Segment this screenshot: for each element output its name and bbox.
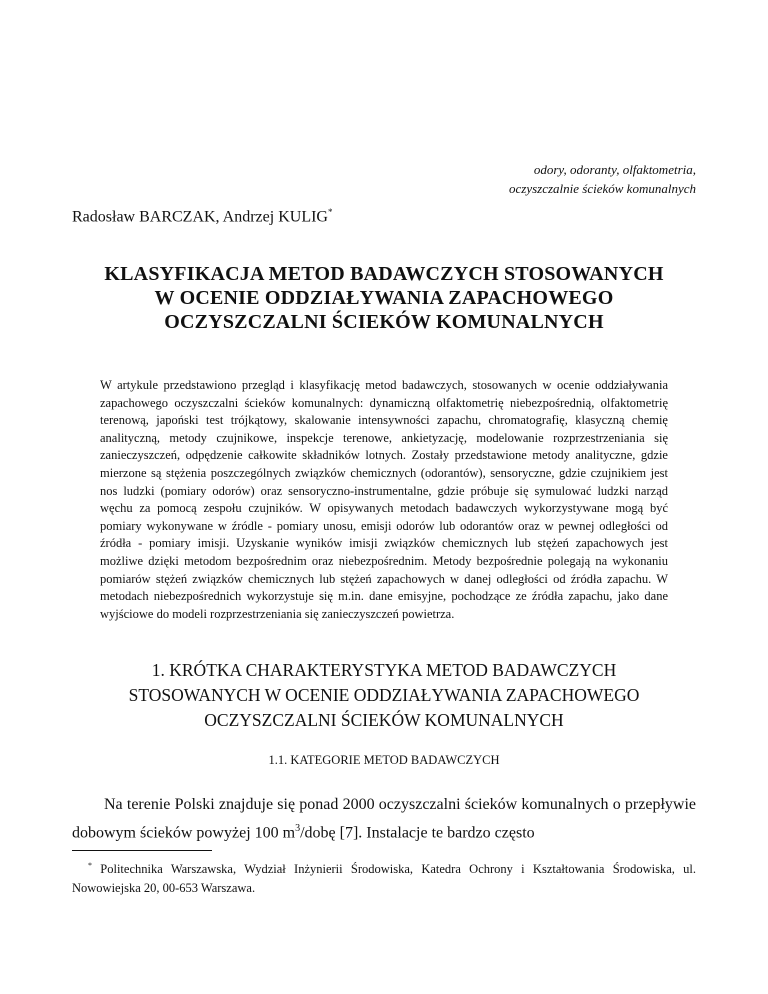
title-line-2: W OCENIE ODDZIAŁYWANIA ZAPACHOWEGO [154, 287, 614, 309]
footnote-paragraph [72, 856, 696, 898]
paragraph-text-2: /dobę [7]. Instalacje te bardzo często [300, 824, 535, 842]
unit-superscript: 3 [295, 823, 301, 834]
subsection-heading: 1.1. KATEGORIE METOD BADAWCZYCH [268, 753, 500, 767]
title-line-3: OCZYSZCZALNI ŚCIEKÓW KOMUNALNYCH [164, 311, 604, 333]
section-heading-line-1: 1. KRÓTKA CHARAKTERYSTYKA METOD BADAWCZYCH [151, 660, 617, 680]
paragraph-text-1: Na terenie Polski znajduje się ponad 2000 oczyszczalni ścieków komunalnych o przepływie dobowym ścieków powyżej 100 m [72, 796, 696, 842]
title-line-1: KLASYFIKACJA METOD BADAWCZYCH STOSOWANYCH [104, 263, 664, 285]
paper-title [72, 262, 696, 334]
keywords [509, 160, 696, 198]
section-heading-line-3: OCZYSZCZALNI ŚCIEKÓW KOMUNALNYCH [204, 710, 564, 730]
footnote [72, 856, 696, 898]
section-heading [72, 658, 696, 733]
body-paragraph [72, 793, 696, 845]
footnote-divider [72, 850, 212, 851]
keywords-line-2: oczyszczalnie ścieków komunalnych [508, 181, 696, 196]
author-footnote-mark: * [327, 207, 333, 217]
authors [72, 207, 332, 226]
abstract: W artykule przedstawiono przegląd i klasyfikację metod badawczych, stosowanych w ocenie oddziaływania zapachowego oczyszczalni ścieków komunalnych: dynamiczną olfaktometrię niebezpośrednią, olfaktometrię terenową, japoński test trójkątowy, skalowanie intensywności zapachu, chromatografię, klasyczną chemię analityczną, metody czujnikowe, inspekcje terenowe, ankietyzację, modelowanie rozprzestrzeniania się zanieczyszczeń, odpędzenie całkowite składników lotnych. Zostały przedstawione metody analityczne, gdzie mierzone są stężenia poszczególnych związków chemicznych (odorantów), sensoryczne, gdzie czujnikiem jest nos ludzki (pomiary odorów) oraz sensoryczno-instrumentalne, gdzie próbuje się symulować ludzki narząd węchu za pomocą zespołu czujników. W opisywanych metodach badawczych wykorzystywane mogą być pomiary wykonywane w źródle - pomiary unosu, emisji odorów lub odorantów oraz w pewnej odległości od źródła - pomiary imisji. Uzyskanie wyników imisji związków chemicznych lub stężeń zapachowych jest możliwe dzięki metodom bezpośrednim oraz niebezpośrednim. Metody bezpośrednie polegają na wykonaniu pomiarów stężeń związków chemicznych lub stężeń zapachowych w danej odległości od źródła zapachu. W metodach niebezpośrednich wykorzystuje się m.in. dane emisyjne, pochodzące ze źródła zapachu, jako dane wyjściowe do modeli rozprzestrzeniania się zanieczyszczeń powietrza. [100, 378, 668, 621]
keywords-line-1: odory, odoranty, olfaktometria, [533, 162, 696, 177]
section-heading-line-2: STOSOWANYCH W OCENIE ODDZIAŁYWANIA ZAPACHOWEGO [128, 685, 640, 705]
paragraph [72, 793, 696, 845]
author-names: Radosław BARCZAK, Andrzej KULIG [72, 208, 328, 226]
footnote-text: Politechnika Warszawska, Wydział Inżynierii Środowiska, Katedra Ochrony i Kształtowania Środowiska, ul. Nowowiejska 20, 00-653 Warszawa. [72, 862, 696, 896]
footnote-mark: * [88, 861, 92, 870]
